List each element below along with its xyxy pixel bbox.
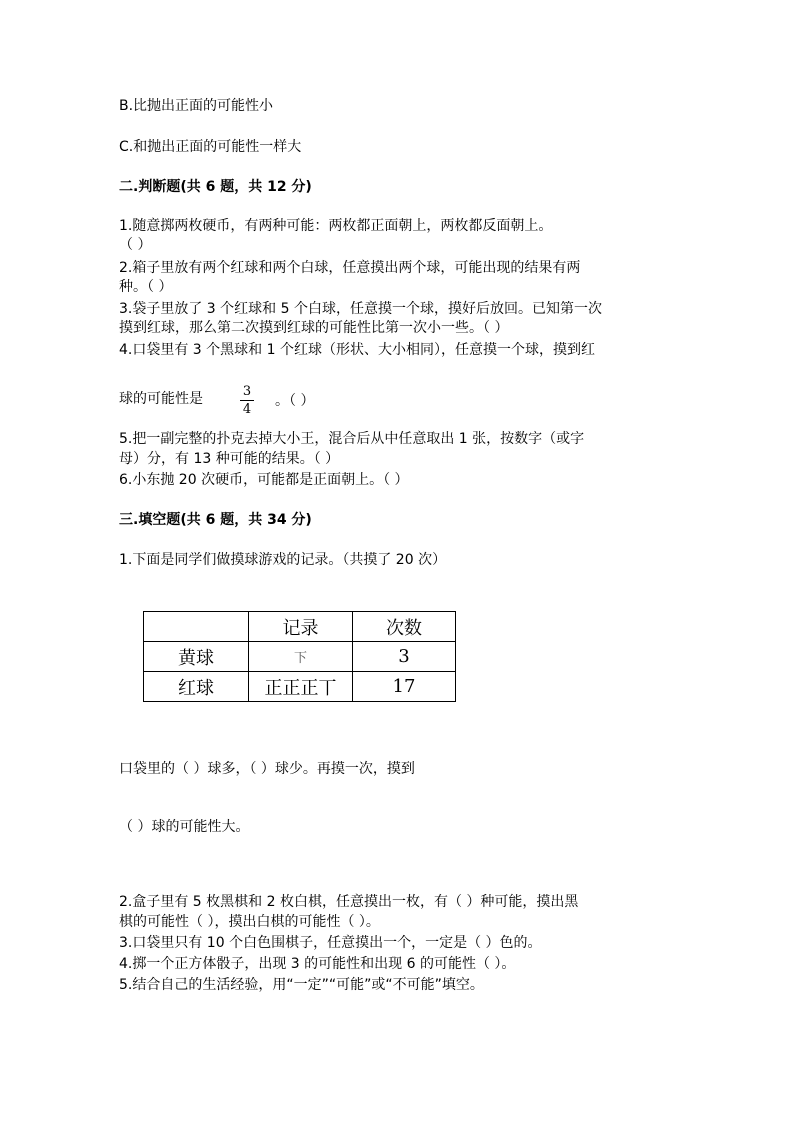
option-c: C.和抛出正面的可能性一样大: [119, 139, 302, 155]
judge-q4-line1: 4.口袋里有 3 个黑球和 1 个红球（形状、大小相同），任意摸一个球，摸到红: [119, 342, 595, 358]
judge-q3-line2: 摸到红球，那么第二次摸到红球的可能性比第一次小一些。（ ）: [119, 320, 509, 336]
fill-q4: 4.掷一个正方体骰子，出现 3 的可能性和出现 6 的可能性（ ）。: [119, 956, 516, 972]
option-b: B.比抛出正面的可能性小: [119, 98, 274, 114]
table-row: [144, 672, 456, 702]
table-header-row: [144, 612, 456, 642]
fraction-numerator: 3: [242, 384, 252, 399]
fill-q2-line2: 棋的可能性（ ），摸出白棋的可能性（ ）。: [119, 914, 380, 930]
judge-q1-line2: （ ）: [119, 237, 152, 253]
judge-q6: 6.小东抛 20 次硬币，可能都是正面朝上。（ ）: [119, 472, 409, 488]
fill-q1-blank-line1: 口袋里的（ ）球多，（ ）球少。再摸一次，摸到: [119, 761, 415, 777]
fill-q1-blank-line2: （ ）球的可能性大。: [119, 819, 250, 835]
probability-fraction: [240, 384, 254, 417]
table-row: [144, 642, 456, 672]
judge-q2-line1: 2.箱子里放有两个红球和两个白球，任意摸出两个球，可能出现的结果有两: [119, 260, 581, 276]
fill-q2-line1: 2.盒子里有 5 枚黑棋和 2 枚白棋，任意摸出一枚，有（ ）种可能，摸出黑: [119, 894, 579, 910]
judge-q2-line2: 种。（ ）: [119, 279, 173, 295]
judge-q3-line1: 3.袋子里放了 3 个红球和 5 个白球，任意摸一个球，摸好后放回。已知第一次: [119, 301, 602, 317]
row-label: 黄球: [144, 642, 249, 672]
fill-q5: 5.结合自己的生活经验，用“一定”“可能”或“不可能”填空。: [119, 977, 484, 993]
fraction-bar: [240, 400, 254, 401]
judge-q5-line2: 母）分，有 13 种可能的结果。（ ）: [119, 451, 340, 467]
header-cell-record: 记录: [249, 612, 353, 642]
fraction-denominator: 4: [242, 402, 252, 417]
row-count: 3: [353, 642, 456, 672]
row-record: 下: [249, 642, 353, 672]
judge-q4-prefix: 球的可能性是: [119, 391, 203, 407]
judge-q5-line1: 5.把一副完整的扑克去掉大小王，混合后从中任意取出 1 张，按数字（或字: [119, 431, 585, 447]
section-3-heading: 三.填空题(共 6 题，共 34 分): [119, 512, 312, 528]
judge-q4-suffix: 。（ ）: [275, 393, 315, 409]
row-label: 红球: [144, 672, 249, 702]
judge-q1-line1: 1.随意掷两枚硬币，有两种可能：两枚都正面朝上，两枚都反面朝上。: [119, 218, 553, 234]
row-record: 正正正丅: [249, 672, 353, 702]
fill-q3: 3.口袋里只有 10 个白色围棋子，任意摸出一个，一定是（ ）色的。: [119, 935, 542, 951]
fill-q1-intro: 1.下面是同学们做摸球游戏的记录。（共摸了 20 次）: [119, 552, 447, 568]
header-cell-empty: [144, 612, 249, 642]
header-cell-count: 次数: [353, 612, 456, 642]
section-2-heading: 二.判断题(共 6 题，共 12 分): [119, 179, 312, 195]
tally-table: [143, 611, 456, 702]
row-count: 17: [353, 672, 456, 702]
